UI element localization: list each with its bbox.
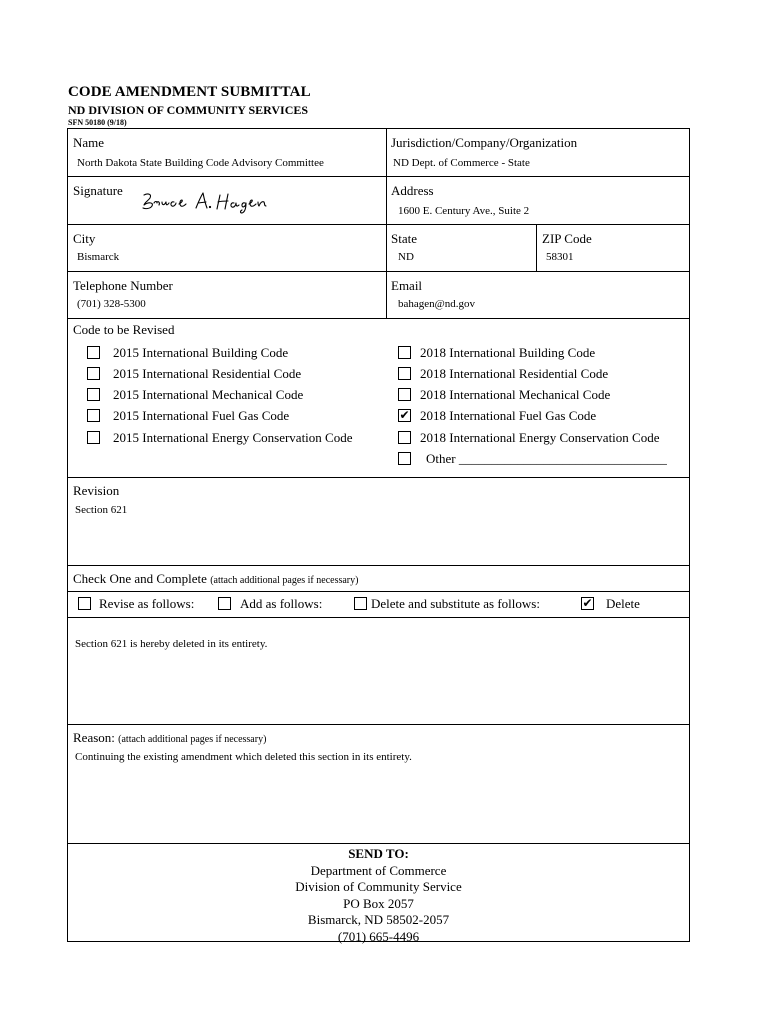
checkbox-2018-ifgc[interactable]: ✔	[399, 408, 410, 422]
amendment-form	[67, 128, 690, 942]
row-divider	[68, 843, 689, 844]
checkbox-label: 2018 International Building Code	[420, 345, 596, 360]
checkbox-revise[interactable]	[78, 597, 91, 610]
checkbox-delete-substitute[interactable]	[354, 597, 367, 610]
state-field[interactable]: ND	[398, 251, 414, 263]
row-divider	[68, 591, 689, 592]
row-divider	[68, 224, 689, 225]
send-to-heading: SEND TO:	[348, 846, 409, 861]
checkbox-2015-ifgc[interactable]	[87, 409, 100, 422]
checkbox-label: Delete and substitute as follows:	[371, 596, 540, 611]
row-divider	[68, 176, 689, 177]
telephone-label: Telephone Number	[73, 278, 173, 293]
checkbox-label: 2015 International Residential Code	[113, 366, 302, 381]
checkbox-add[interactable]	[218, 597, 231, 610]
checkbox-2018-imc[interactable]	[398, 388, 411, 401]
state-label: State	[391, 231, 417, 246]
column-divider	[536, 224, 537, 271]
row-divider	[68, 318, 689, 319]
address-field[interactable]: 1600 E. Century Ave., Suite 2	[398, 205, 530, 217]
column-divider	[386, 129, 387, 318]
checkbox-delete[interactable]: ✔	[582, 596, 593, 610]
amendment-text-field[interactable]: Section 621 is hereby deleted in its entirety.	[75, 638, 268, 650]
revision-label: Revision	[73, 483, 120, 498]
checkbox-label: 2015 International Mechanical Code	[113, 387, 304, 402]
row-divider	[68, 617, 689, 618]
jurisdiction-label: Jurisdiction/Company/Organization	[391, 135, 578, 150]
checkbox-2018-ibc[interactable]	[398, 346, 411, 359]
checkbox-2015-irc[interactable]	[87, 367, 100, 380]
checkbox-2015-ibc[interactable]	[87, 346, 100, 359]
revision-field[interactable]: Section 621	[75, 504, 128, 516]
checkbox-label: 2018 International Residential Code	[420, 366, 609, 381]
reason-field[interactable]: Continuing the existing amendment which deleted this section in its entirety.	[75, 751, 412, 763]
email-field[interactable]: bahagen@nd.gov	[398, 298, 476, 310]
check-one-label	[73, 571, 358, 587]
form-subtitle: ND DIVISION OF COMMUNITY SERVICES	[68, 103, 309, 117]
signature-image	[140, 189, 268, 215]
checkbox-2015-iecc[interactable]	[87, 431, 100, 444]
form-title: CODE AMENDMENT SUBMITTAL	[68, 84, 311, 100]
name-label: Name	[73, 135, 105, 150]
checkbox-other[interactable]	[398, 452, 411, 465]
signature-label: Signature	[73, 183, 123, 198]
zip-field[interactable]: 58301	[546, 251, 574, 263]
form-number: SFN 50180 (9/18)	[68, 118, 127, 127]
checkbox-label: 2018 International Fuel Gas Code	[420, 408, 597, 423]
send-to-line: Bismarck, ND 58502-2057	[307, 912, 450, 927]
checkbox-2018-irc[interactable]	[398, 367, 411, 380]
code-section-label: Code to be Revised	[73, 322, 175, 337]
checkbox-2015-imc[interactable]	[87, 388, 100, 401]
zip-label: ZIP Code	[542, 231, 592, 246]
send-to-line: (701) 665-4496	[337, 928, 420, 944]
checkbox-label: 2015 International Building Code	[113, 345, 289, 360]
name-field[interactable]: North Dakota State Building Code Advisory Committee	[77, 157, 324, 169]
send-to-block	[68, 846, 689, 945]
check-one-title: Check One and Complete	[73, 571, 207, 586]
send-to-line: PO Box 2057	[343, 895, 414, 911]
address-label: Address	[391, 183, 434, 198]
checkbox-label: 2015 International Energy Conservation Code	[113, 430, 353, 445]
row-divider	[68, 565, 689, 566]
checkbox-label: Delete	[606, 596, 640, 611]
city-field[interactable]: Bismarck	[77, 251, 120, 263]
checkbox-label: Other ________________________________	[426, 451, 667, 466]
checkbox-2018-iecc[interactable]	[398, 431, 411, 444]
row-divider	[68, 724, 689, 725]
checkbox-label: Revise as follows:	[99, 596, 195, 611]
email-label: Email	[391, 278, 423, 293]
send-to-line: Division of Community Service	[295, 879, 462, 894]
city-label: City	[73, 231, 96, 246]
telephone-field[interactable]: (701) 328-5300	[77, 298, 146, 310]
row-divider	[68, 477, 689, 478]
checkbox-label: 2018 International Energy Conservation Code	[420, 430, 660, 445]
send-to-line: Department of Commerce	[310, 862, 447, 878]
reason-note: (attach additional pages if necessary)	[118, 734, 267, 745]
jurisdiction-field[interactable]: ND Dept. of Commerce - State	[393, 157, 530, 169]
checkbox-label: 2015 International Fuel Gas Code	[113, 408, 290, 423]
checkbox-label: Add as follows:	[240, 596, 323, 611]
reason-title: Reason:	[73, 730, 115, 745]
row-divider	[68, 271, 689, 272]
checkbox-label: 2018 International Mechanical Code	[420, 387, 611, 402]
reason-label	[73, 730, 266, 746]
check-one-note: (attach additional pages if necessary)	[210, 575, 359, 586]
